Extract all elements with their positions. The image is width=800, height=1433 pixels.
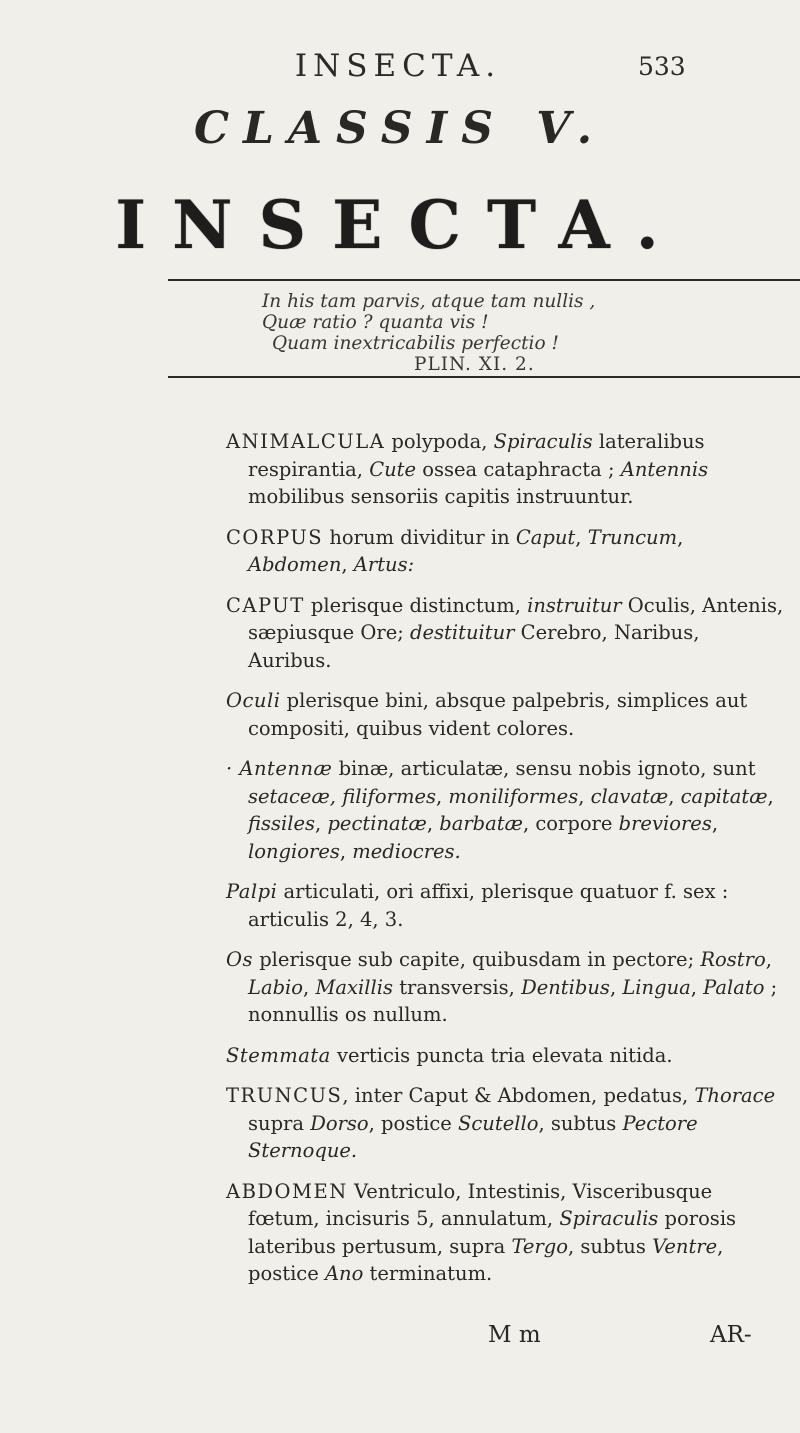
paragraph <box>226 1042 786 1070</box>
paragraph-lead: Stemmata <box>226 1043 331 1067</box>
italic-term: Palato <box>703 975 765 999</box>
text-segment: , <box>315 812 328 835</box>
italic-term: mediocres. <box>352 839 461 863</box>
italic-term: Dorso <box>310 1111 369 1135</box>
italic-term: Dentibus <box>521 975 610 999</box>
italic-term: Cute <box>369 457 417 481</box>
paragraph-lead: ANIMALCULA <box>226 430 386 453</box>
paragraph <box>226 687 786 742</box>
italic-term: setaceæ, filiformes <box>248 784 436 808</box>
text-segment: transversis, <box>393 975 522 999</box>
text-segment: , <box>436 784 449 808</box>
italic-term: Ano <box>324 1262 364 1285</box>
epigraph <box>262 291 702 375</box>
paragraph-lead: TRUNCUS <box>226 1084 343 1107</box>
text-segment: , postice <box>248 1234 724 1285</box>
class-title: CLASSIS V. <box>193 103 607 154</box>
italic-term: Spiraculis <box>559 1207 659 1230</box>
text-segment: ; nonnullis os nullum. <box>248 975 778 1026</box>
text-segment: , inter Caput & Abdomen, pedatus, <box>342 1084 695 1107</box>
text-segment: porosis lateribus pertusum, supra <box>248 1207 737 1258</box>
italic-term: Caput <box>515 525 576 549</box>
text-segment: , subtus <box>568 1234 653 1258</box>
italic-term: Spiraculis <box>493 430 593 453</box>
paragraph <box>226 878 786 933</box>
italic-term: capitatæ <box>680 784 768 808</box>
text-segment: Oculis, Antenis, sæpiusque Ore; <box>248 593 784 644</box>
epigraph-bottom-rule <box>168 376 800 378</box>
italic-term: Abdomen <box>248 553 342 576</box>
text-segment: polypoda, <box>385 430 494 453</box>
text-segment: , <box>339 839 353 863</box>
text-segment: , <box>767 784 774 808</box>
text-segment: plerisque distinctum, <box>304 593 528 617</box>
page-number: 533 <box>638 52 686 81</box>
italic-term: pectinatæ <box>327 812 427 835</box>
italic-term: Ventre <box>652 1234 718 1258</box>
paragraph <box>226 592 786 675</box>
paragraph <box>226 755 786 865</box>
italic-term: Lingua <box>622 975 691 999</box>
text-segment: terminatum. <box>363 1262 493 1285</box>
italic-term: Antennis <box>620 457 709 481</box>
text-segment: , <box>690 975 704 999</box>
epigraph-line: Quæ ratio ? quanta vis ! <box>262 312 489 333</box>
text-segment: supra <box>248 1111 311 1135</box>
text-segment: mobilibus sensoriis capitis instruuntur. <box>248 485 634 508</box>
text-segment: , <box>609 975 623 999</box>
italic-term: clavatæ <box>590 784 669 808</box>
italic-term: Artus: <box>353 553 415 576</box>
italic-term: destituitur <box>410 621 515 644</box>
text-segment: , <box>341 553 354 576</box>
epigraph-line: Quam inextricabilis perfectio ! <box>272 333 559 354</box>
paragraph <box>226 1178 786 1288</box>
text-segment: , <box>677 525 684 549</box>
text-segment: , subtus <box>538 1111 623 1135</box>
text-segment: binæ, articulatæ, sensu nobis ignoto, sunt <box>332 757 756 780</box>
italic-term: longiores <box>248 839 340 863</box>
epigraph-source: PLIN. XI. 2. <box>414 354 535 375</box>
paragraph <box>226 1082 786 1165</box>
paragraph-lead: Palpi <box>226 880 278 903</box>
italic-term: barbatæ <box>439 812 523 835</box>
text-segment: plerisque bini, absque palpebris, simplices aut compositi, quibus vident colores. <box>248 689 748 740</box>
italic-term: instruitur <box>527 593 622 617</box>
section-title: INSECTA. <box>115 186 685 264</box>
italic-term: Thorace <box>694 1084 776 1107</box>
italic-term: Rostro <box>700 948 766 971</box>
text-segment: plerisque sub capite, quibusdam in pectore; <box>253 948 701 971</box>
text-segment: articulati, ori affixi, plerisque quatuor f. sex : articulis 2, 4, 3. <box>248 880 729 931</box>
paragraph-lead: Os <box>226 948 253 971</box>
text-segment: , <box>765 948 772 971</box>
paragraph <box>226 428 786 511</box>
text-segment: horum dividitur in <box>323 525 516 549</box>
italic-term: Truncum <box>587 525 678 549</box>
italic-term: Maxillis <box>315 975 393 999</box>
page-footer <box>0 1322 800 1352</box>
catchword: AR- <box>710 1322 752 1348</box>
epigraph-line: In his tam parvis, atque tam nullis , <box>262 291 596 312</box>
text-segment: lateralibus respirantia, <box>248 430 705 481</box>
paragraph-lead: CAPUT <box>226 593 305 617</box>
text-segment: , <box>711 812 719 835</box>
italic-term: Pectore Sternoque. <box>248 1111 698 1162</box>
body-text <box>226 428 786 1301</box>
paragraph-lead: ABDOMEN <box>226 1179 348 1203</box>
italic-term: Scutello <box>458 1111 539 1135</box>
text-segment: verticis puncta tria elevata nitida. <box>330 1043 673 1067</box>
text-segment: , <box>578 784 591 808</box>
epigraph-top-rule <box>168 279 800 281</box>
paragraph-lead: CORPUS <box>226 525 324 549</box>
text-segment: ossea cataphracta ; <box>416 457 621 481</box>
text-segment: , corpore <box>522 812 619 835</box>
paragraph-lead: Oculi <box>226 689 281 712</box>
text-segment: , <box>426 812 440 835</box>
signature-mark: M m <box>488 1322 541 1348</box>
text-segment: Ventriculo, Intestinis, Visceribusque fœtum, incisuris 5, annulatum, <box>248 1179 713 1230</box>
running-title: INSECTA. <box>294 48 502 84</box>
text-segment: , postice <box>368 1111 459 1135</box>
text-segment: Cerebro, Naribus, Auribus. <box>248 621 700 672</box>
running-head <box>0 48 800 88</box>
paragraph-lead: · Antennæ <box>226 757 333 780</box>
text-segment: , <box>668 784 681 808</box>
italic-term: moniliformes <box>448 784 579 808</box>
paragraph <box>226 524 786 579</box>
text-segment: , <box>575 525 588 549</box>
text-segment: , <box>303 975 316 999</box>
italic-term: fissiles <box>248 812 316 835</box>
italic-term: breviores <box>618 812 712 835</box>
paragraph <box>226 946 786 1029</box>
italic-term: Tergo <box>511 1234 569 1258</box>
italic-term: Labio <box>248 975 304 999</box>
